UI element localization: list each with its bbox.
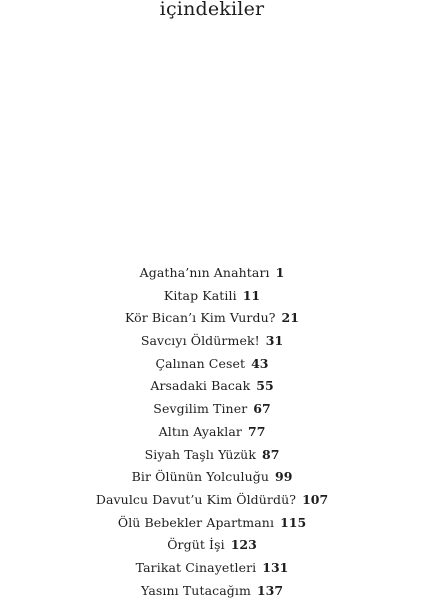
toc-entry-page: 55: [256, 378, 274, 394]
toc-entry-title: Davulcu Davut’u Kim Öldürdü?: [95, 491, 297, 507]
toc-entry-page: 137: [256, 582, 284, 598]
toc-entry-page: 123: [230, 537, 257, 553]
toc-entry-title: Kitap Katili: [163, 287, 237, 303]
toc-entry-page: 21: [281, 310, 299, 326]
toc-entry: [0, 513, 424, 536]
page-title: içindekiler: [159, 0, 265, 20]
toc-entry-page: 107: [302, 491, 329, 507]
toc-entry-title: Sevgilim Tiner: [153, 401, 248, 417]
toc-entry-page: 43: [251, 355, 269, 371]
toc-entry: [0, 331, 424, 354]
toc-entry: [0, 535, 424, 558]
toc-entry-title: Yasını Tutacağım: [140, 582, 251, 598]
toc-entry: [0, 308, 424, 331]
toc-entry-title: Örgüt İşi: [167, 537, 225, 553]
toc-entry: [0, 422, 424, 445]
toc-entry-title: Ölü Bebekler Apartmanı: [117, 514, 275, 530]
toc-entry: [0, 263, 424, 286]
toc-entry-page: 67: [253, 401, 271, 417]
toc-entry-page: 87: [262, 446, 280, 462]
toc-entry: [0, 286, 424, 309]
toc-entry-page: 11: [242, 287, 261, 303]
table-of-contents: [0, 263, 424, 603]
toc-entry-page: 115: [280, 514, 307, 530]
toc-entry-title: Siyah Taşlı Yüzük: [144, 446, 257, 462]
toc-entry: [0, 399, 424, 422]
toc-entry: [0, 354, 424, 377]
toc-entry: [0, 445, 424, 468]
toc-entry: [0, 376, 424, 399]
toc-entry: [0, 490, 424, 513]
toc-entry-page: 99: [275, 469, 293, 485]
toc-entry-title: Bir Ölünün Yolculuğu: [131, 469, 269, 485]
toc-entry-title: Arsadaki Bacak: [150, 378, 251, 394]
toc-entry: [0, 467, 424, 490]
toc-entry-page: 1: [275, 265, 285, 280]
toc-entry-title: Kör Bican’ı Kim Vurdu?: [125, 310, 276, 326]
toc-entry-title: Savcıyı Öldürmek!: [140, 333, 260, 349]
toc-entry-title: Çalınan Ceset: [155, 355, 246, 371]
toc-entry-title: Altın Ayaklar: [158, 423, 242, 439]
toc-entry: [0, 558, 424, 581]
toc-entry-page: 131: [262, 559, 289, 575]
toc-entry-title: Agatha’nın Anahtarı: [139, 265, 270, 280]
toc-entry-page: 31: [265, 333, 284, 349]
toc-entry-page: 77: [248, 423, 266, 439]
toc-entry-title: Tarikat Cinayetleri: [135, 559, 257, 575]
